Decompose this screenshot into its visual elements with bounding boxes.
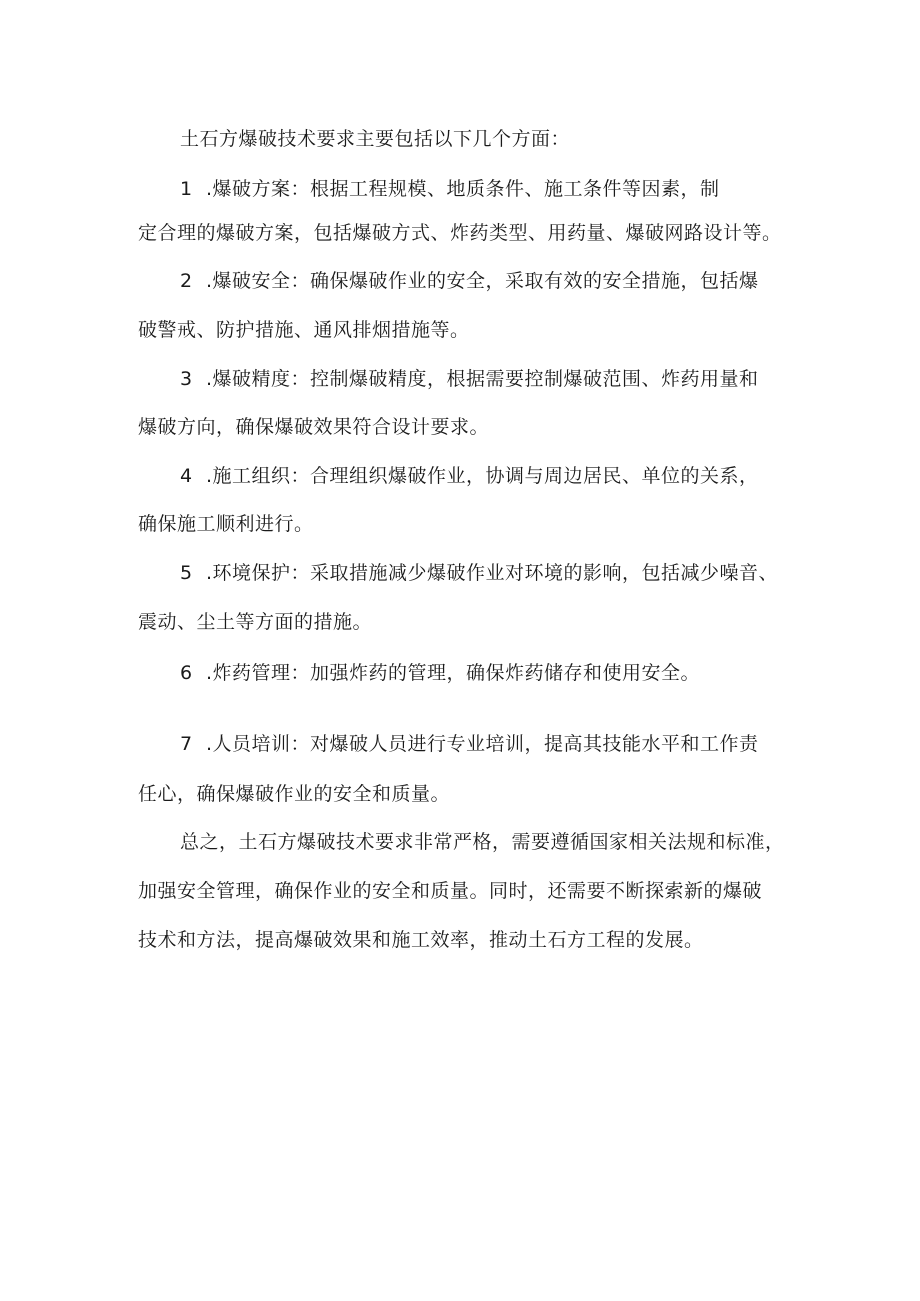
item-1-number: 1	[180, 178, 193, 200]
item-7-line-1	[180, 732, 759, 756]
item-7-text: .人员培训：对爆破人员进行专业培训，提高其技能水平和工作责	[206, 733, 759, 755]
item-1-line-1	[180, 177, 720, 201]
item-5-line-1	[180, 561, 778, 585]
item-7-number: 7	[180, 733, 193, 755]
item-6-text: .炸药管理：加强炸药的管理，确保炸药储存和使用安全。	[206, 662, 701, 684]
item-3-line-1	[180, 367, 759, 391]
item-4-line-2: 确保施工顺利进行。	[138, 513, 314, 535]
item-5-line-2: 震动、尘土等方面的措施。	[138, 611, 373, 633]
item-4-line-1	[180, 464, 759, 488]
item-1-text: .爆破方案：根据工程规模、地质条件、施工条件等因素，制	[206, 178, 720, 200]
conclusion-line-1: 总之，土石方爆破技术要求非常严格，需要遵循国家相关法规和标准，	[180, 831, 785, 853]
item-5-text: .环境保护：采取措施减少爆破作业对环境的影响，包括减少噪音、	[206, 562, 779, 584]
item-5-number: 5	[180, 562, 193, 584]
item-2-line-2: 破警戒、防护措施、通风排烟措施等。	[138, 319, 470, 341]
conclusion-line-2: 加强安全管理，确保作业的安全和质量。同时，还需要不断探索新的爆破	[138, 880, 763, 902]
item-3-line-2: 爆破方向，确保爆破效果符合设计要求。	[138, 416, 490, 438]
item-2-line-1	[180, 269, 759, 293]
item-4-text: .施工组织：合理组织爆破作业，协调与周边居民、单位的关系，	[206, 465, 759, 487]
item-2-text: .爆破安全：确保爆破作业的安全，采取有效的安全措施，包括爆	[206, 270, 759, 292]
intro-text: 土石方爆破技术要求主要包括以下几个方面：	[180, 128, 571, 150]
item-4-number: 4	[180, 465, 193, 487]
item-3-text: .爆破精度：控制爆破精度，根据需要控制爆破范围、炸药用量和	[206, 368, 759, 390]
item-7-line-2: 任心，确保爆破作业的安全和质量。	[138, 783, 451, 805]
item-3-number: 3	[180, 368, 193, 390]
item-1-line-2: 定合理的爆破方案，包括爆破方式、炸药类型、用药量、爆破网路设计等。	[138, 222, 782, 244]
item-6-number: 6	[180, 662, 193, 684]
item-6-line-1	[180, 661, 700, 685]
conclusion-line-3: 技术和方法，提高爆破效果和施工效率，推动土石方工程的发展。	[138, 929, 704, 951]
item-2-number: 2	[180, 270, 193, 292]
